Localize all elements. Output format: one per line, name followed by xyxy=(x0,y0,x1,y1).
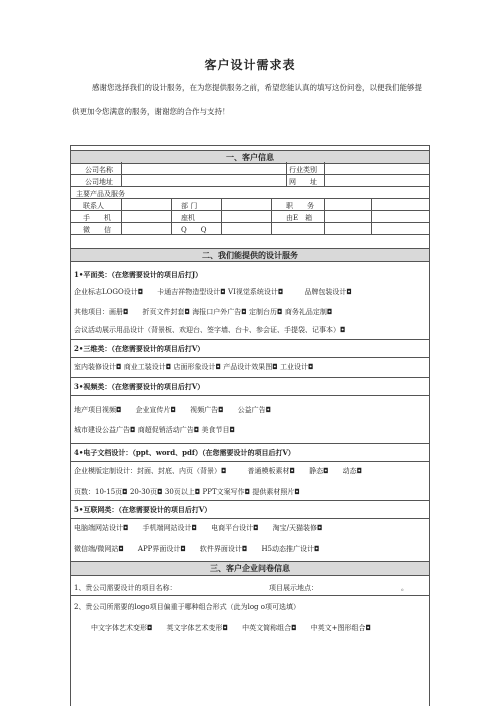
options-docs-line-1: 企业模版定制设计：封面、封底、内页（背景）◘ 普通模板素材◘ 静态◘ 动态◘ xyxy=(74,467,363,475)
heading-3d-design: 2•三维类：（在您需要设计的项目后打V） xyxy=(74,344,205,353)
label-position: 职 务 xyxy=(286,202,314,210)
label-qq: Q Q xyxy=(181,226,207,234)
heading-flat-design: 1•平面类：（在您需要设计的项目后打J） xyxy=(74,270,203,279)
options-flat-line-2: 其他项目：画册◘ 折页文件封套◘ 海报口户外广告◘ 定制台历◘ 商务礼品定制◘ xyxy=(74,308,333,316)
label-products-services: 主要产品及服务 xyxy=(76,190,125,198)
options-flat-line-1: 企业标志LOGO设计◘ 卡通吉祥物造型设计◘ VI视觉系统设计◘ 品牌包装设计◘ xyxy=(74,288,352,296)
question-2: 2、贵公司所需要的logo项目偏重于哪种组合形式（此为log o项可选填） xyxy=(74,603,300,611)
label-company-address: 公司地址 xyxy=(85,178,113,186)
heading-video: 3•视频类：（在您需要设计的项目后打V） xyxy=(74,382,205,391)
label-mobile: 手 机 xyxy=(83,214,111,222)
question-2-options: 中文字体艺术变形◘ 英文字体艺术变形◘ 中英文简称组合◘ 中英文+图形组合◘ xyxy=(91,624,372,632)
intro-line-1: 感谢您选择我们的设计服务，在为您提供服务之前，希望您能认真的填写这份问卷，以便我们能够提 xyxy=(92,83,422,92)
request-form xyxy=(70,145,430,706)
intro-line-2: 供更加令您满意的服务，谢谢您的合作与支持！ xyxy=(72,107,230,116)
label-landline: 座机 xyxy=(181,214,195,222)
question-1-location: 项目展示地点： xyxy=(269,584,318,592)
label-industry: 行业类别 xyxy=(289,166,317,174)
options-3d-line-1: 室内装修设计◘ 商业工装设计◘ 店面形象设计◘ 产品设计效果图◘ 工业设计◘ xyxy=(74,363,314,371)
label-contact: 联系人 xyxy=(83,202,104,210)
options-web-line-2: 微信端/微网站◘ APP界面设计◘ 软件界面设计◘ H5动态推广设计◘ xyxy=(74,545,320,553)
options-web-line-1: 电脑端网站设计◘ 手机端网站设计◘ 电商平台设计◘ 淘宝/天猫装修◘ xyxy=(74,524,323,532)
options-flat-line-3: 会议活动展示用品设计（背景板、欢迎台、签字墙、台卡、参会证、手提袋、记事本）◘ xyxy=(74,326,346,334)
question-1-end: 。 xyxy=(401,584,408,592)
label-department: 部 门 xyxy=(181,202,198,210)
section-header-questionnaire: 三、客户企业问卷信息 xyxy=(71,561,429,576)
label-email: 由E 箱 xyxy=(286,214,313,222)
question-1: 1、贵公司需要设计的项目名称： xyxy=(74,584,177,592)
heading-internet: 5•互联网类：（在您需要设计的项目后打V） xyxy=(74,505,212,514)
options-video-line-1: 地产项目视频◘ 企业宣传片◘ 视频广告◘ 公益广告◘ xyxy=(74,406,272,414)
label-website: 网 址 xyxy=(289,178,317,186)
options-docs-line-2: 页数：10-15页◘ 20-30页◘ 30页以上◘ PPT文案写作◘ 提供素材照片◘ xyxy=(74,488,300,496)
section-header-customer-info: 一、客户信息 xyxy=(71,150,429,164)
label-company-name: 公司名称 xyxy=(85,166,113,174)
section-header-design-services: 二、我们能提供的设计服务 xyxy=(71,248,429,262)
label-wechat: 微 信 xyxy=(83,226,111,234)
options-video-line-2: 城市建设公益广告◘ 商超促销活动广告◘ 美食节目◘ xyxy=(74,426,236,434)
page-title: 客户设计需求表 xyxy=(204,58,296,72)
heading-documents: 4•电子文档设计：（ppt、word、pdf）（在您需要设计的项目后打V） xyxy=(74,448,295,457)
